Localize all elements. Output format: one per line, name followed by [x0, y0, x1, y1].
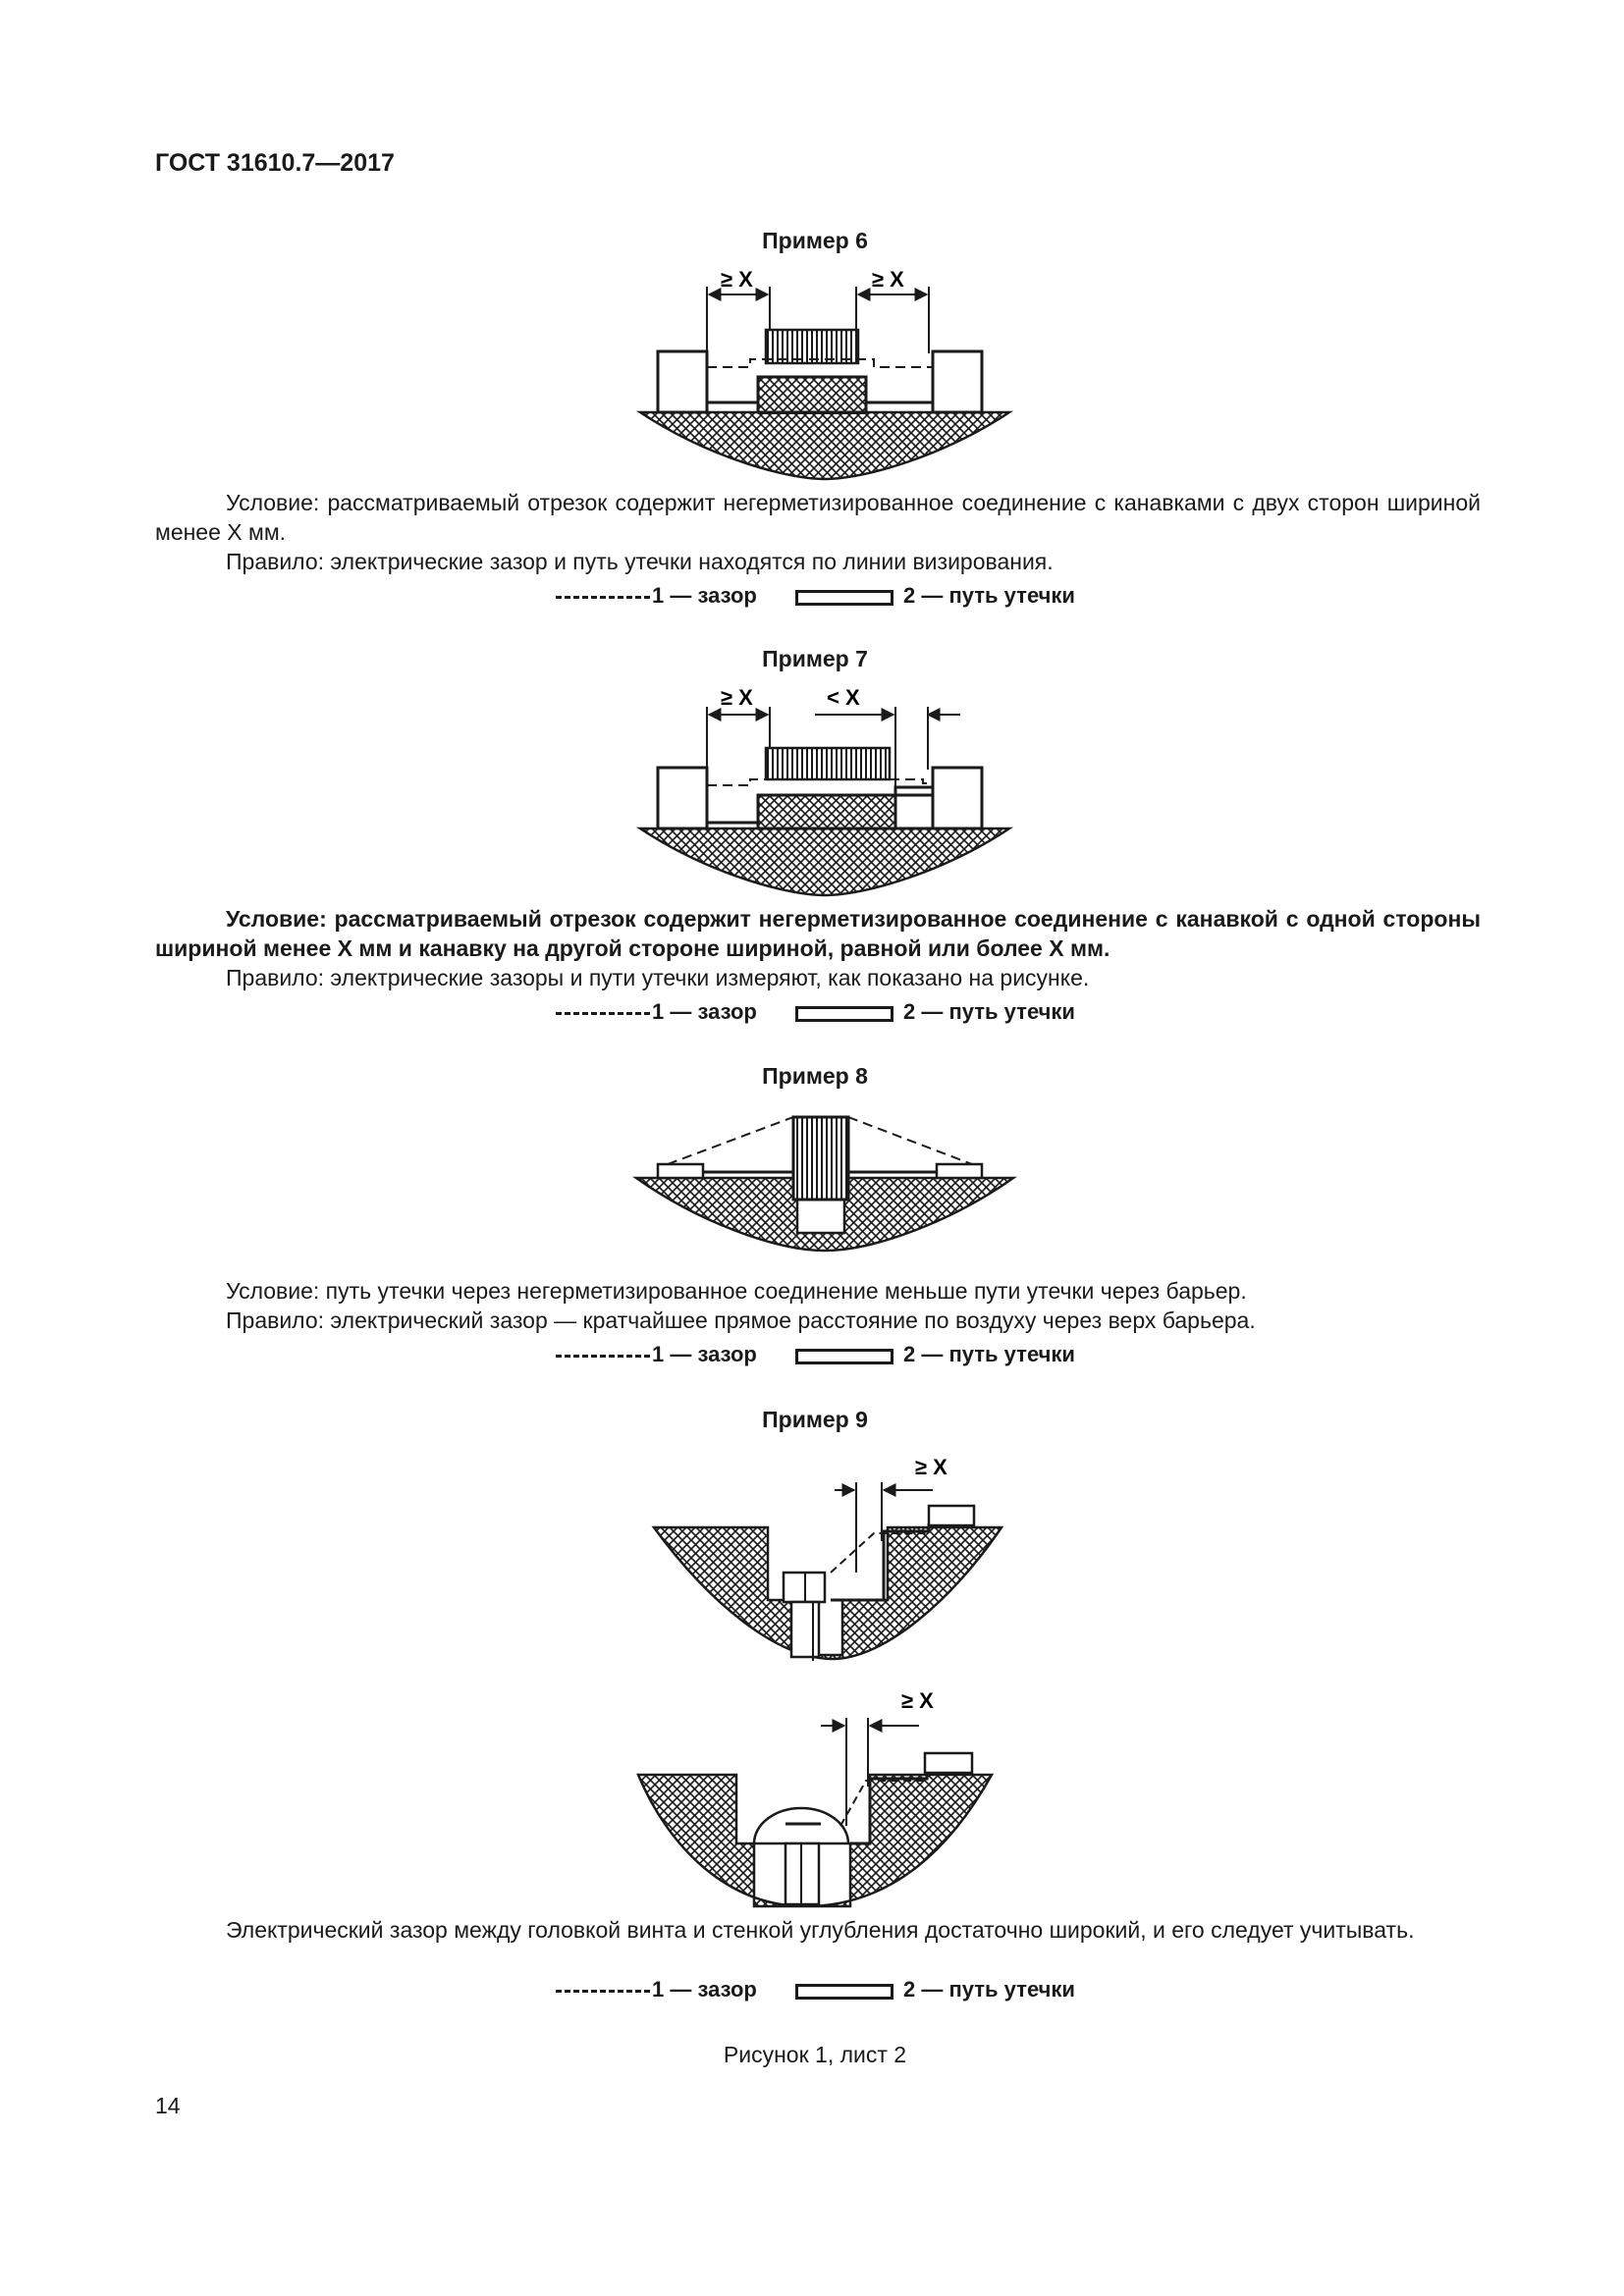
- figure-caption: Рисунок 1, лист 2: [723, 2042, 907, 2067]
- dim-label: < X: [827, 685, 860, 710]
- conductor: [929, 1506, 974, 1525]
- central-part: [758, 795, 895, 828]
- clearance-dash-icon: [556, 1012, 650, 1015]
- conductor: [925, 1753, 972, 1773]
- example-7-condition: Условие: рассматриваемый отрезок содержит негерметизированное соединение с канавкой с одной стороны шириной менее X мм и канавку на другой стороне шириной, равной или более X мм.: [155, 906, 1481, 961]
- screw-head: [754, 1808, 848, 1843]
- example-9-figure-top: [638, 1443, 1011, 1669]
- left-conductor: [658, 768, 707, 828]
- document-header: ГОСТ 31610.7—2017: [155, 149, 395, 177]
- dim-label: ≥ X: [901, 1688, 934, 1713]
- dim-label: ≥ X: [721, 267, 753, 292]
- insulator: [766, 330, 858, 363]
- creepage-box-icon: [795, 1984, 893, 2000]
- example-9-figure-bottom: [628, 1679, 1001, 1914]
- right-conductor: [933, 351, 982, 412]
- left-conductor: [658, 1164, 703, 1178]
- substrate: [640, 828, 1009, 895]
- example-7-rule: Правило: электрические зазоры и пути утечки измеряют, как показано на рисунке.: [226, 965, 1090, 990]
- screw-shank: [791, 1602, 819, 1657]
- clearance-dash-icon: [556, 1990, 650, 1993]
- example-8-figure: [628, 1103, 1021, 1260]
- dim-label: ≥ X: [915, 1455, 947, 1479]
- right-conductor: [937, 1164, 982, 1178]
- legend: 1 — зазор 2 — путь утечки: [0, 581, 1624, 613]
- dim-label: ≥ X: [872, 267, 904, 292]
- example-8-title: Пример 8: [762, 1063, 868, 1089]
- example-6-title: Пример 6: [762, 228, 868, 253]
- barrier-base: [797, 1200, 844, 1233]
- example-6-figure: [628, 265, 1021, 483]
- example-8-condition: Условие: путь утечки через негерметизированное соединение меньше пути утечки через барьер.: [226, 1278, 1247, 1304]
- barrier: [793, 1117, 848, 1200]
- dim-label: ≥ X: [721, 685, 753, 710]
- central-part: [758, 377, 866, 412]
- substrate: [654, 1527, 1001, 1659]
- clearance-line: [707, 779, 933, 785]
- left-conductor: [658, 351, 707, 412]
- legend: 1 — зазор 2 — путь утечки: [0, 1975, 1624, 2006]
- clearance-dash-icon: [556, 596, 650, 599]
- legend: 1 — зазор 2 — путь утечки: [0, 1340, 1624, 1371]
- example-8-rule: Правило: электрический зазор — кратчайшее прямое расстояние по воздуху через верх барьера.: [226, 1308, 1256, 1333]
- insulator: [766, 748, 890, 779]
- creepage-box-icon: [795, 590, 893, 606]
- creepage-box-icon: [795, 1006, 893, 1022]
- clearance-dash-icon: [556, 1355, 650, 1358]
- example-7-figure: [628, 681, 1021, 899]
- right-conductor: [933, 768, 982, 828]
- example-6-condition: Условие: рассматриваемый отрезок содержит негерметизированное соединение с канавками с двух сторон шириной менее X мм.: [155, 490, 1481, 545]
- example-7-title: Пример 7: [762, 646, 868, 671]
- example-6-rule: Правило: электрические зазор и путь утечки находятся по линии визирования.: [226, 549, 1054, 574]
- example-9-title: Пример 9: [762, 1407, 868, 1432]
- creepage-box-icon: [795, 1349, 893, 1364]
- page-number: 14: [155, 2093, 181, 2118]
- legend: 1 — зазор 2 — путь утечки: [0, 997, 1624, 1029]
- substrate: [640, 412, 1009, 479]
- example-9-note: Электрический зазор между головкой винта и стенкой углубления достаточно широкий, и его следует учитывать.: [226, 1917, 1415, 1943]
